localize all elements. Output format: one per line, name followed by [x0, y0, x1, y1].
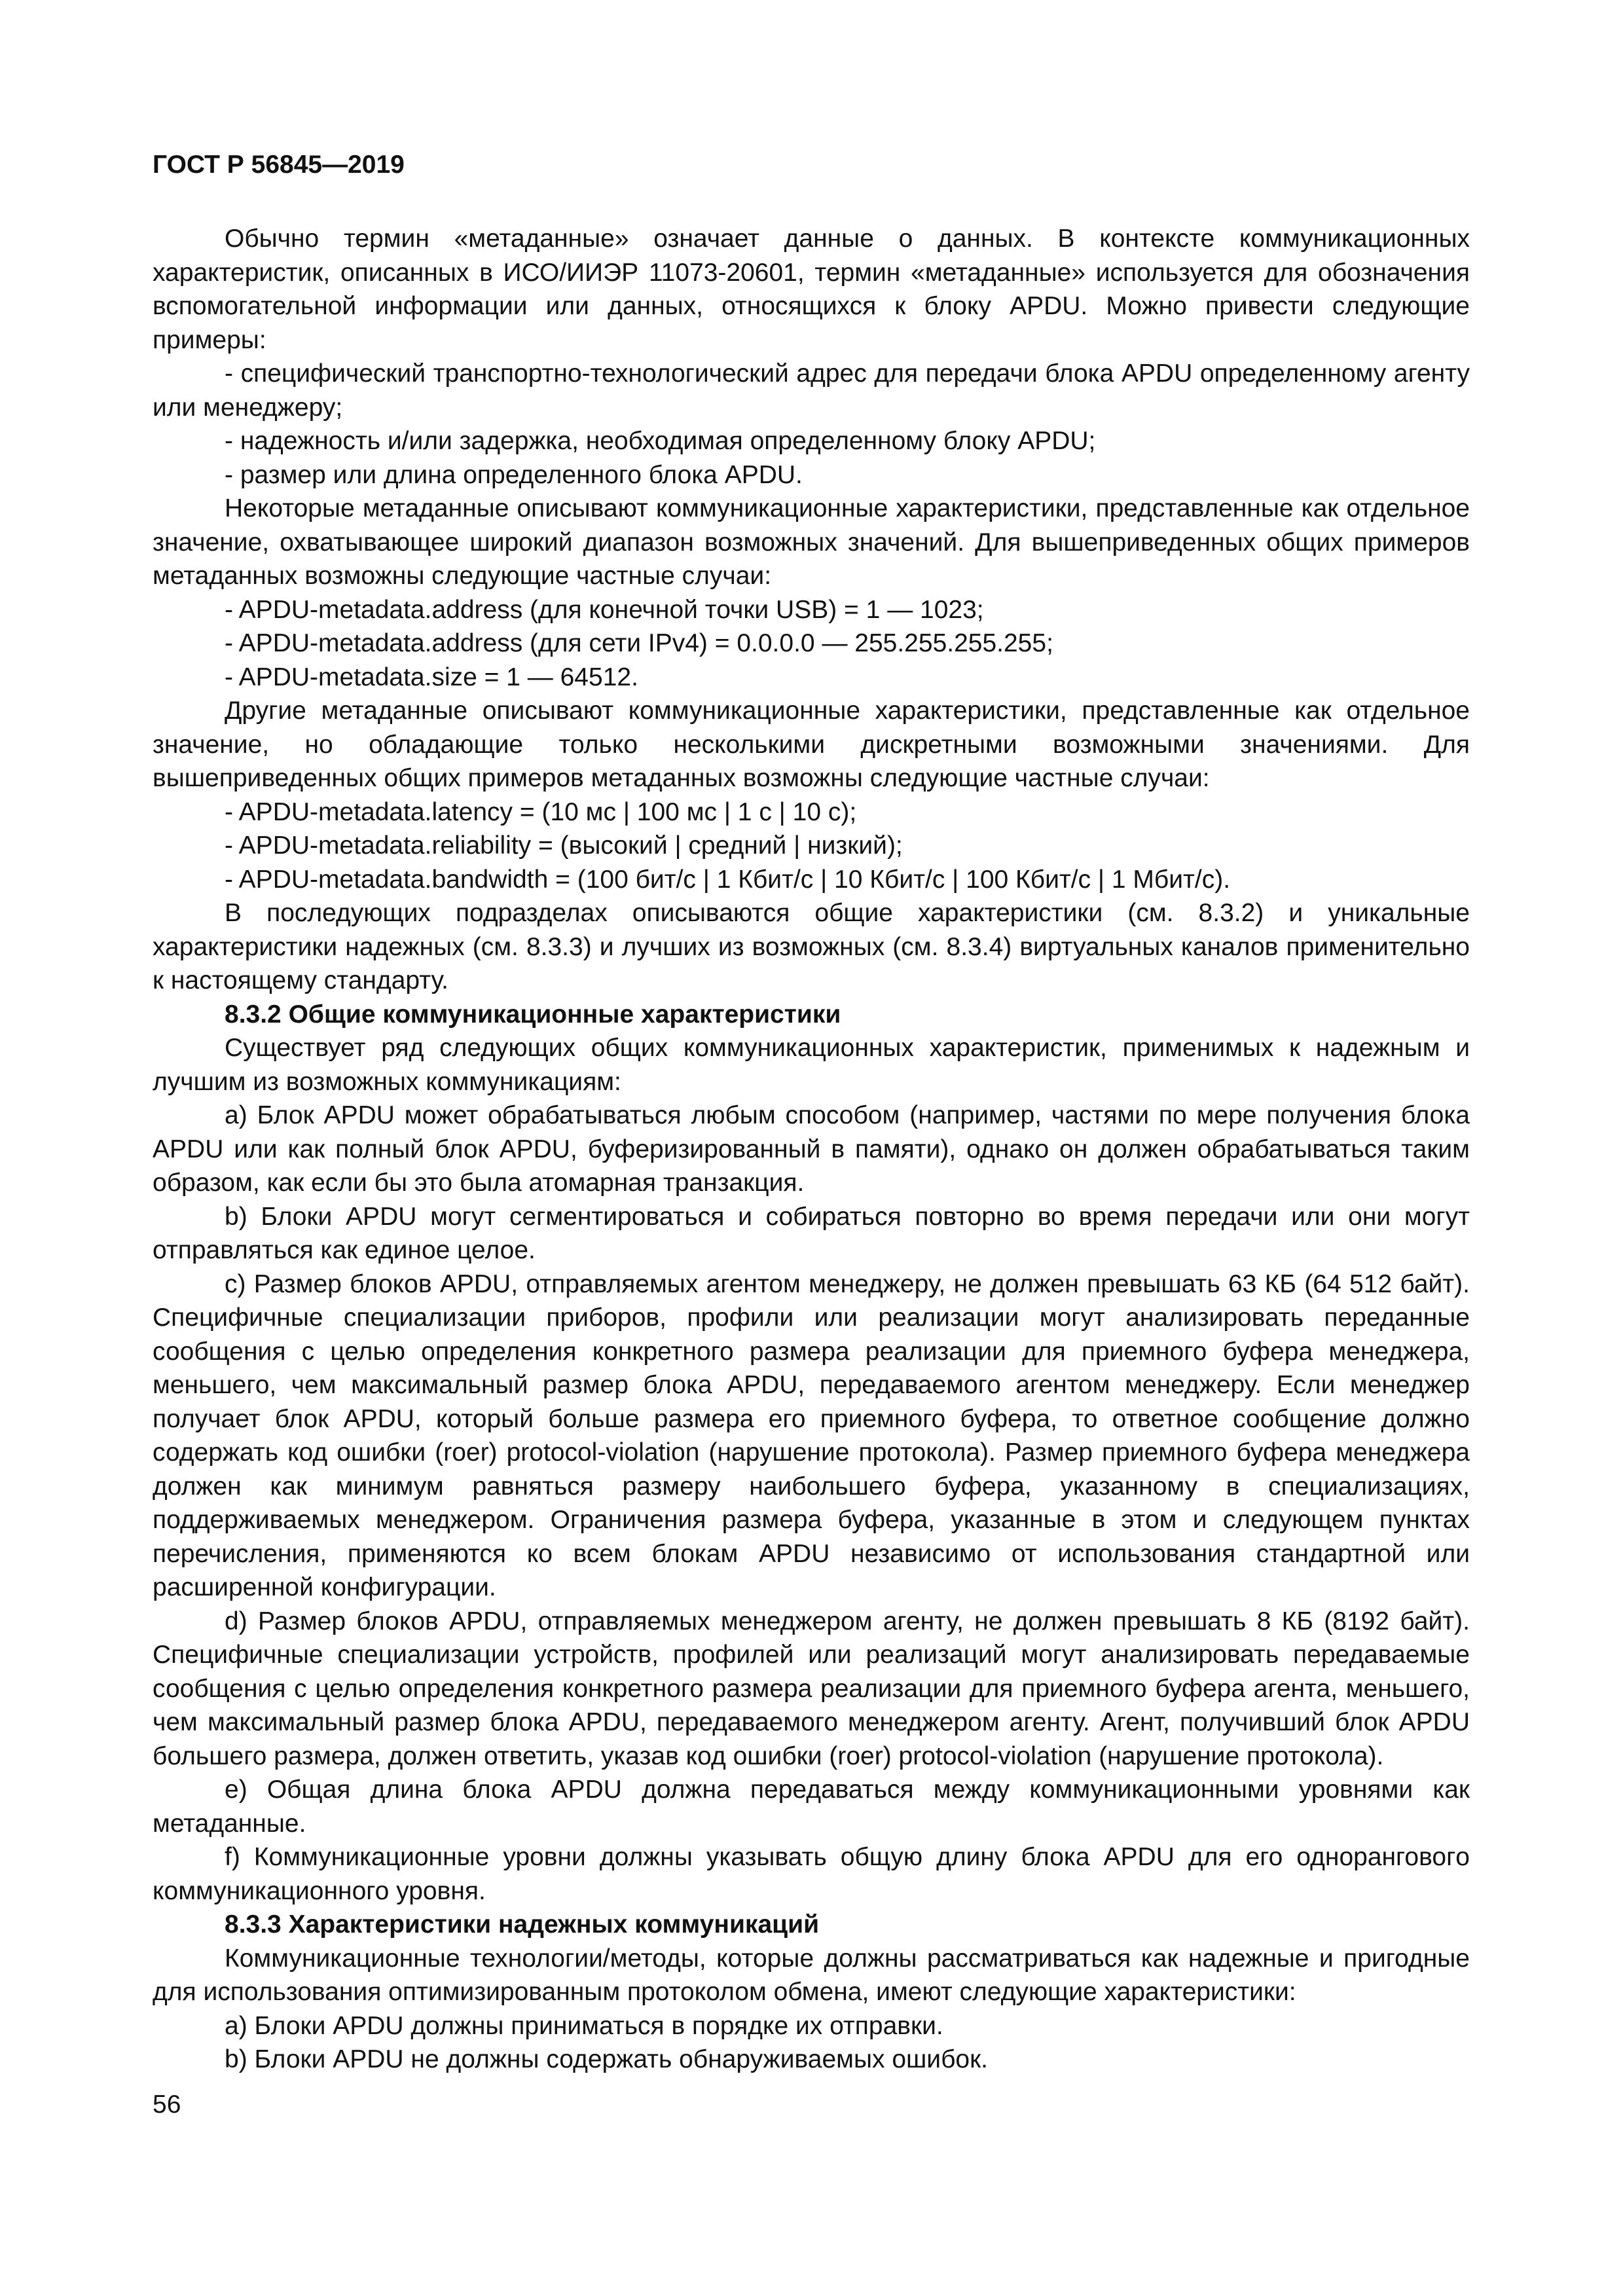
paragraph: Некоторые метаданные описывают коммуникационные характеристики, представленные как отдельное значение, охватывающее широкий диапазон возможных значений. Для вышеприведенных общих примеров метаданных возможны следующие частные случаи: — [153, 494, 1470, 590]
list-item: - размер или длина определенного блока APDU. — [225, 460, 803, 489]
list-item: - APDU-metadata.bandwidth = (100 бит/с | 1 Кбит/с | 10 Кбит/с | 100 Кбит/с | 1 Мбит/с). — [225, 865, 1231, 894]
paragraph: Коммуникационные технологии/методы, которые должны рассматриваться как надежные и пригодные для использования оптимизированным протоколом обмена, имеют следующие характеристики: — [153, 1944, 1470, 2006]
list-item: d) Размер блоков APDU, отправляемых менеджером агенту, не должен превышать 8 КБ (8192 байт). Специфичные специализации устройств, профилей или реализаций могут анализировать передаваемые сообщения с целью определения конкретного размера реализации для приемного буфера агента, меньшего, чем максимальный размер блока APDU, передаваемого менеджером агенту. Агент, получивший блок APDU большего размера, должен ответить, указав код ошибки (roer) protocol-violation (нарушение протокола). — [153, 1607, 1470, 1770]
paragraph: Другие метаданные описывают коммуникационные характеристики, представленные как отдельное значение, но обладающие только несколькими дискретными возможными значениями. Для вышеприведенных общих примеров метаданных возможны следующие частные случаи: — [153, 697, 1470, 792]
list-item: c) Размер блоков APDU, отправляемых агентом менеджеру, не должен превышать 63 КБ (64 512 байт). Специфичные специализации приборов, профили или реализации могут анализировать переданные сообщения с целью определения конкретного размера реализации для приемного буфера менеджера, меньшего, чем максимальный размер блока APDU, передаваемого агентом менеджеру. Если менеджер получает блок APDU, который больше размера его приемного буфера, то ответное сообщение должно содержать код ошибки (roer) protocol-violation (нарушение протокола). Размер приемного буфера менеджера должен как минимум равняться размеру наибольшего буфера, указанному в специализациях, поддерживаемых менеджером. Ограничения размера буфера, указанные в этом и следующем пунктах перечисления, применяются ко всем блокам APDU независимо от использования стандартной или расширенной конфигурации. — [153, 1269, 1470, 1601]
list-item: - APDU-metadata.latency = (10 мс | 100 мс | 1 с | 10 с); — [225, 797, 857, 826]
list-item: b) Блоки APDU не должны содержать обнаруживаемых ошибок. — [225, 2045, 989, 2073]
list-item: a) Блок APDU может обрабатываться любым способом (например, частями по мере получения блока APDU или как полный блок APDU, буферизированный в памяти), однако он должен обрабатываться таким образом, как если бы это была атомарная транзакция. — [153, 1101, 1470, 1197]
list-item: - APDU-metadata.reliability = (высокий | средний | низкий); — [225, 831, 903, 860]
standard-header: ГОСТ Р 56845—2019 — [153, 151, 405, 179]
list-item: e) Общая длина блока APDU должна передаваться между коммуникационными уровнями как метаданные. — [153, 1776, 1470, 1838]
paragraph: Существует ряд следующих общих коммуникационных характеристик, применимых к надежным и лучшим из возможных коммуникациям: — [153, 1034, 1470, 1096]
paragraph: Обычно термин «метаданные» означает данные о данных. В контексте коммуникационных характеристик, описанных в ИСО/ИИЭР 11073-20601, термин «метаданные» используется для обозначения вспомогательной информации или данных, относящихся к блоку APDU. Можно привести следующие примеры: — [153, 225, 1470, 354]
paragraph: В последующих подразделах описываются общие характеристики (см. 8.3.2) и уникальные характеристики надежных (см. 8.3.3) и лучших из возможных (см. 8.3.4) виртуальных каналов применительно к настоящему стандарту. — [153, 899, 1470, 994]
section-heading-8-3-3: 8.3.3 Характеристики надежных коммуникаций — [225, 1910, 820, 1939]
list-item: - APDU-metadata.address (для конечной точки USB) = 1 — 1023; — [225, 595, 984, 624]
list-item: f) Коммуникационные уровни должны указывать общую длину блока APDU для его одноранговогo коммуникационного уровня. — [153, 1843, 1470, 1905]
section-heading-8-3-2: 8.3.2 Общие коммуникационные характеристики — [225, 1000, 841, 1029]
list-item: a) Блоки APDU должны приниматься в порядке их отправки. — [225, 2011, 943, 2040]
body-text — [153, 222, 1470, 2077]
list-item: - APDU-metadata.size = 1 — 64512. — [225, 663, 638, 691]
list-item: b) Блоки APDU могут сегментироваться и собираться повторно во время передачи или они могут отправляться как единое целое. — [153, 1202, 1470, 1264]
list-item: - специфический транспортно-технологический адрес для передачи блока APDU определенному агенту или менеджеру; — [153, 359, 1470, 422]
list-item: - APDU-metadata.address (для сети IPv4) = 0.0.0.0 — 255.255.255.255; — [225, 629, 1053, 657]
list-item: - надежность и/или задержка, необходимая определенному блоку APDU; — [225, 427, 1096, 455]
page-number: 56 — [153, 2090, 181, 2119]
